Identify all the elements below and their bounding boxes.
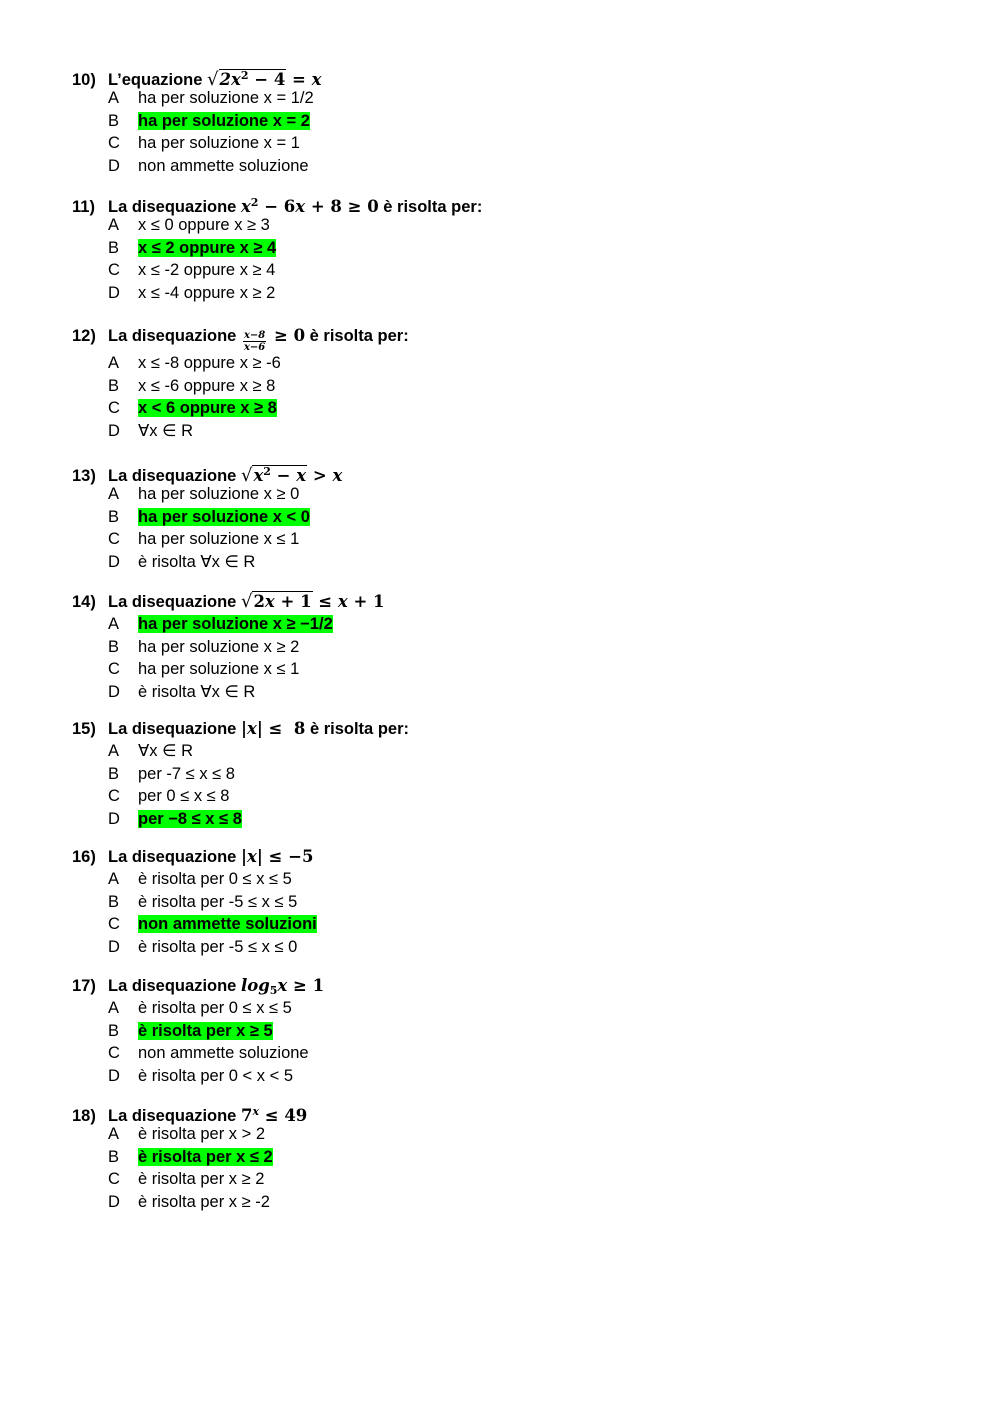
- option-letter: B: [108, 1021, 120, 1040]
- question-number: 12): [72, 327, 96, 345]
- option-letter: D: [108, 552, 120, 571]
- option-letter: D: [108, 283, 120, 302]
- option-letter: B: [108, 238, 120, 257]
- answer-option: [72, 506, 342, 529]
- answer-option: [72, 1123, 307, 1146]
- option-letter: C: [108, 1170, 120, 1188]
- answer-option: [72, 1146, 307, 1169]
- option-text: ha per soluzione x ≤ 1: [138, 660, 300, 678]
- option-text: è risolta ∀x ∈ R: [138, 682, 256, 701]
- question-stem: [72, 974, 324, 997]
- option-text: x ≤ 0 oppure x ≥ 3: [138, 216, 270, 234]
- question-suffix: è risolta per:: [309, 327, 409, 345]
- option-letter: C: [108, 261, 120, 279]
- option-letter: A: [108, 485, 120, 503]
- option-text: per 0 ≤ x ≤ 8: [138, 787, 230, 805]
- answer-option: [72, 681, 385, 704]
- option-text-correct: per −8 ≤ x ≤ 8: [138, 809, 242, 828]
- option-letter: C: [108, 660, 120, 678]
- question-prefix: La disequazione: [108, 848, 237, 866]
- question-14: [72, 590, 385, 703]
- option-letter: A: [108, 89, 120, 107]
- question-prefix: La disequazione: [108, 198, 237, 216]
- option-letter: D: [108, 937, 120, 956]
- question-number: 10): [72, 71, 96, 89]
- option-text-correct: x ≤ 2 oppure x ≥ 4: [138, 238, 277, 257]
- option-text: è risolta per -5 ≤ x ≤ 0: [138, 937, 298, 956]
- option-letter: D: [108, 421, 120, 440]
- answer-option: [72, 763, 409, 786]
- formula: $√x^2 - x > x$: [240, 465, 343, 486]
- answer-option: [72, 891, 317, 914]
- option-text: ha per soluzione x ≤ 1: [138, 530, 300, 548]
- option-letter: A: [108, 999, 120, 1017]
- option-letter: D: [108, 1066, 120, 1085]
- option-letter: B: [108, 637, 120, 656]
- question-10: [72, 64, 321, 177]
- question-stem: 12) La disequazione $\frac{x-8}{x-6}$ ≥ 0 è risolta per:: [72, 326, 409, 353]
- option-text: ha per soluzione x = 1/2: [138, 89, 314, 107]
- option-text-correct: è risolta per x ≥ 5: [138, 1021, 273, 1040]
- answer-option: [72, 551, 342, 574]
- option-letter: D: [108, 682, 120, 701]
- option-letter: A: [108, 615, 120, 633]
- answer-option: [72, 613, 385, 636]
- answer-option: [72, 420, 409, 443]
- question-stem: [72, 845, 317, 868]
- question-prefix: La disequazione: [108, 720, 237, 738]
- option-text: x ≤ -4 oppure x ≥ 2: [138, 283, 276, 302]
- answer-option: [72, 868, 317, 891]
- option-text: è risolta per x ≥ 2: [138, 1170, 265, 1188]
- option-text: ha per soluzione x ≥ 2: [138, 637, 300, 656]
- fraction: $\frac{x-8}{x-6}$: [243, 330, 266, 353]
- option-text-correct: x < 6 oppure x ≥ 8: [138, 399, 277, 417]
- option-letter: B: [108, 507, 120, 526]
- formula: $x^2 - 6x + 8 \ge 0$: [240, 196, 379, 216]
- answer-option: [72, 110, 321, 133]
- answer-option: [72, 1168, 307, 1191]
- question-11: [72, 191, 482, 304]
- answer-option: [72, 636, 385, 659]
- option-letter: B: [108, 764, 120, 783]
- question-stem: [72, 460, 343, 486]
- answer-option: [72, 1020, 324, 1043]
- formula: |x| ≤ 8: [240, 719, 306, 738]
- question-number: 11): [72, 198, 95, 216]
- question-prefix: La disequazione: [108, 593, 237, 611]
- question-suffix: è risolta per:: [383, 198, 483, 216]
- option-text-correct: ha per soluzione x ≥ −1/2: [138, 615, 333, 633]
- question-number: 18): [72, 1107, 96, 1125]
- question-12: [72, 324, 409, 442]
- option-text: è risolta per x ≥ -2: [138, 1192, 270, 1211]
- answer-option: [72, 997, 324, 1020]
- formula: $\log_5x \ge 1$: [240, 976, 325, 997]
- formula: $7^x \le 49$: [240, 1105, 308, 1125]
- answer-option: [72, 397, 409, 420]
- answer-option: [72, 214, 482, 237]
- question-number: 14): [72, 593, 96, 611]
- answer-option: [72, 132, 321, 155]
- option-letter: A: [108, 1125, 120, 1143]
- question-stem: [72, 717, 409, 740]
- answer-option: [72, 936, 317, 959]
- option-text: è risolta per x > 2: [138, 1125, 266, 1143]
- answer-option: [72, 352, 409, 375]
- option-text: è risolta per -5 ≤ x ≤ 5: [138, 892, 298, 911]
- question-16: [72, 845, 317, 958]
- option-letter: B: [108, 892, 120, 911]
- question-stem: [72, 64, 322, 90]
- question-15: [72, 717, 409, 830]
- option-letter: D: [108, 809, 120, 828]
- option-text: ∀x ∈ R: [138, 421, 193, 440]
- question-stem: [72, 1100, 307, 1123]
- question-stem: [72, 590, 385, 613]
- question-prefix: La disequazione: [108, 467, 237, 485]
- question-stem: [72, 191, 482, 214]
- question-prefix: La disequazione: [108, 327, 237, 345]
- question-17: [72, 974, 324, 1087]
- option-letter: B: [108, 111, 120, 130]
- option-letter: D: [108, 1192, 120, 1211]
- option-letter: C: [108, 530, 120, 548]
- option-letter: B: [108, 376, 120, 395]
- question-13: [72, 460, 342, 573]
- option-letter: A: [108, 354, 120, 372]
- answer-option: [72, 1042, 324, 1065]
- option-text-correct: ha per soluzione x = 2: [138, 111, 310, 130]
- option-letter: A: [108, 870, 120, 888]
- option-text-correct: è risolta per x ≤ 2: [138, 1147, 273, 1166]
- question-prefix: L’equazione: [108, 71, 203, 89]
- option-text: x ≤ -6 oppure x ≥ 8: [138, 376, 276, 395]
- option-letter: C: [108, 1044, 120, 1062]
- answer-option: [72, 808, 409, 831]
- option-letter: C: [108, 134, 120, 152]
- option-text: ha per soluzione x ≥ 0: [138, 485, 300, 503]
- answer-option: [72, 658, 385, 681]
- option-text: ha per soluzione x = 1: [138, 134, 300, 152]
- question-number: 15): [72, 720, 96, 738]
- answer-option: [72, 1065, 324, 1088]
- option-text: x ≤ -8 oppure x ≥ -6: [138, 354, 281, 372]
- option-letter: C: [108, 915, 120, 933]
- question-number: 16): [72, 848, 96, 866]
- formula: |x| ≤ −5: [240, 847, 314, 866]
- option-text: è risolta per 0 ≤ x ≤ 5: [138, 999, 292, 1017]
- option-letter: A: [108, 216, 120, 234]
- answer-option: [72, 237, 482, 260]
- option-letter: A: [108, 742, 120, 760]
- question-number: 17): [72, 977, 96, 995]
- answer-option: [72, 740, 409, 763]
- option-text: non ammette soluzione: [138, 156, 309, 175]
- answer-option: [72, 785, 409, 808]
- answer-option: [72, 282, 482, 305]
- question-prefix: La disequazione: [108, 1107, 237, 1125]
- answer-option: [72, 155, 321, 178]
- option-text: non ammette soluzione: [138, 1044, 309, 1062]
- option-letter: C: [108, 399, 120, 417]
- option-text: è risolta per 0 < x < 5: [138, 1066, 294, 1085]
- answer-option: [72, 375, 409, 398]
- option-text: è risolta per 0 ≤ x ≤ 5: [138, 870, 292, 888]
- answer-option: [72, 87, 321, 110]
- option-text-correct: ha per soluzione x < 0: [138, 507, 310, 526]
- answer-option: [72, 1191, 307, 1214]
- answer-option: [72, 913, 317, 936]
- option-letter: D: [108, 156, 120, 175]
- option-letter: C: [108, 787, 120, 805]
- option-text: x ≤ -2 oppure x ≥ 4: [138, 261, 276, 279]
- question-prefix: La disequazione: [108, 977, 237, 995]
- option-text: è risolta ∀x ∈ R: [138, 552, 256, 571]
- question-number: 13): [72, 467, 96, 485]
- formula: √2x + 1 ≤ x + 1: [240, 591, 385, 612]
- option-text: ∀x ∈ R: [138, 742, 193, 760]
- formula: $√2x^2 - 4 = x$: [207, 69, 322, 90]
- question-suffix: è risolta per:: [309, 720, 409, 738]
- option-letter: B: [108, 1147, 120, 1166]
- answer-option: [72, 259, 482, 282]
- option-text: per -7 ≤ x ≤ 8: [138, 764, 235, 783]
- answer-option: [72, 528, 342, 551]
- question-18: [72, 1100, 307, 1213]
- option-text-correct: non ammette soluzioni: [138, 915, 317, 933]
